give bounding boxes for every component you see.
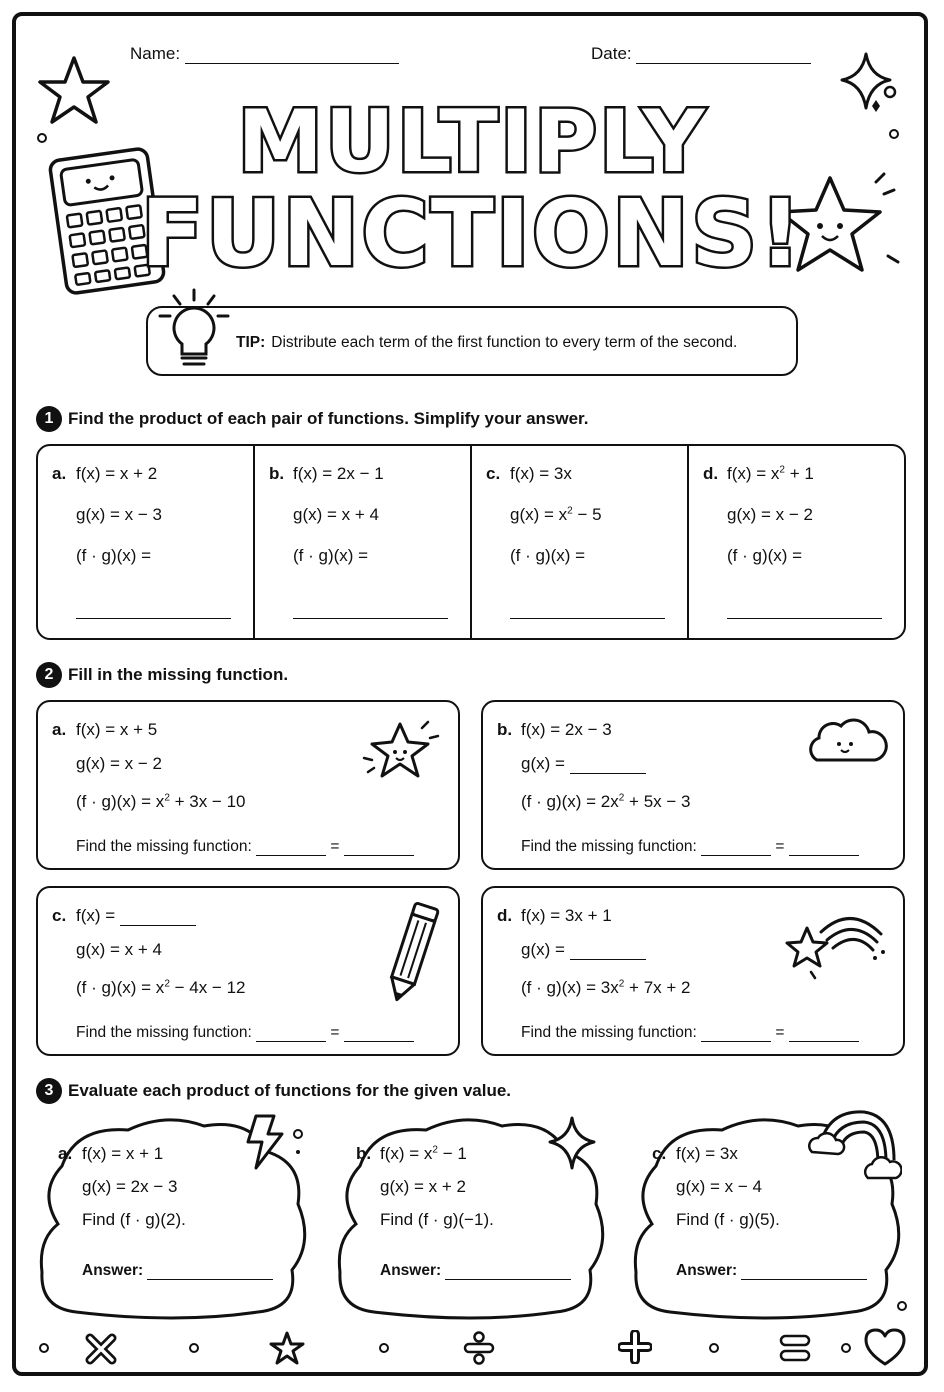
product-given: $(f \cdot g)(x) = x^2 - 4x - 12$ — [76, 978, 246, 997]
problem-label: b. — [269, 464, 285, 483]
function-f: f(x) = x + 5 — [76, 720, 158, 739]
missing-name-blank[interactable] — [701, 1041, 771, 1042]
missing-name-blank[interactable] — [256, 1041, 326, 1042]
problem-1d — [689, 446, 904, 638]
find-missing-row: Find the missing function: = — [521, 1024, 859, 1042]
problem-3b — [334, 1112, 606, 1324]
function-f: f(x) = 2x − 3 — [521, 720, 612, 739]
missing-name-blank[interactable] — [256, 855, 326, 856]
tip-text: Distribute each term of the first function to every term of the second. — [271, 334, 738, 351]
lightning-icon — [242, 1112, 312, 1174]
problem-2c — [36, 886, 460, 1056]
answer-line[interactable] — [147, 1279, 273, 1280]
dot-icon — [708, 1342, 720, 1354]
function-f: f(x) = 3x — [676, 1144, 738, 1163]
dot-icon — [378, 1342, 390, 1354]
function-g: g(x) = 2x − 3 — [82, 1177, 178, 1196]
missing-value-blank[interactable] — [344, 1041, 414, 1042]
function-g: g(x) = x + 4 — [293, 505, 379, 524]
function-g: g(x) = x − 3 — [76, 505, 162, 524]
missing-value-blank[interactable] — [789, 855, 859, 856]
name-field[interactable] — [130, 44, 399, 64]
equals-icon — [778, 1332, 812, 1364]
function-g: g(x) = — [521, 754, 646, 774]
answer-line[interactable] — [445, 1279, 571, 1280]
function-f: f(x) = x + 1 — [82, 1144, 164, 1163]
problem-label: c. — [486, 464, 501, 483]
plus-icon — [618, 1330, 652, 1364]
divide-icon — [462, 1330, 496, 1366]
tip-box — [146, 306, 798, 376]
find-missing-row: Find the missing function: = — [76, 838, 414, 856]
problem-label: b. — [497, 720, 513, 739]
problem-label: a. — [52, 464, 67, 483]
dot-icon — [38, 1342, 50, 1354]
date-line[interactable] — [636, 63, 811, 64]
name-label: Name: — [130, 44, 181, 63]
answer-line[interactable] — [727, 618, 882, 619]
answer-line[interactable] — [293, 618, 448, 619]
answer-row: Answer: — [676, 1262, 867, 1280]
function-g: $g(x) = x^2 - 5$ — [510, 505, 602, 524]
tip-label: TIP: — [236, 334, 266, 351]
problem-label: d. — [497, 906, 513, 925]
function-f: f(x) = 3x + 1 — [521, 906, 612, 925]
lightbulb-icon — [152, 286, 236, 376]
answer-line[interactable] — [741, 1279, 867, 1280]
find-missing-row: Find the missing function: = — [521, 838, 859, 856]
section-1-grid — [36, 444, 906, 640]
function-g: g(x) = x − 2 — [727, 505, 813, 524]
problem-3a — [36, 1112, 308, 1324]
section-3-heading — [36, 1078, 511, 1104]
rainbow-icon — [806, 1106, 902, 1182]
problem-label: a. — [52, 720, 67, 739]
heart-icon — [862, 1326, 908, 1368]
function-f: $f(x) = x^2 - 1$ — [380, 1144, 467, 1163]
problem-3c — [630, 1112, 902, 1324]
evaluate-prompt: Find (f · g)(2). — [82, 1210, 186, 1229]
missing-name-blank[interactable] — [701, 855, 771, 856]
function-f: f(x) = 2x − 1 — [293, 464, 384, 483]
section-1-heading — [36, 406, 588, 432]
function-f: f(x) = — [76, 906, 196, 926]
dot-icon — [188, 1342, 200, 1354]
section-3-number: 3 — [36, 1078, 62, 1104]
problem-label: c. — [652, 1144, 667, 1163]
evaluate-prompt: Find (f · g)(−1). — [380, 1210, 494, 1229]
problem-1b — [255, 446, 472, 638]
product-prompt: (f · g)(x) = — [510, 546, 586, 565]
answer-row: Answer: — [380, 1262, 571, 1280]
section-2-instructions: Fill in the missing function. — [68, 665, 289, 684]
pencil-icon — [382, 898, 442, 1008]
missing-value-blank[interactable] — [344, 855, 414, 856]
product-given: $(f \cdot g)(x) = x^2 + 3x - 10$ — [76, 792, 246, 811]
problem-label: a. — [58, 1144, 73, 1163]
function-g: g(x) = x + 4 — [76, 940, 162, 959]
problem-label: b. — [356, 1144, 372, 1163]
problem-2a — [36, 700, 460, 870]
product-given: $(f \cdot g)(x) = 3x^2 + 7x + 2$ — [521, 978, 691, 997]
date-label: Date: — [591, 44, 632, 63]
sparkle-icon — [548, 1116, 600, 1172]
problem-label: d. — [703, 464, 719, 483]
problem-2d — [481, 886, 905, 1056]
date-field[interactable] — [591, 44, 811, 64]
problem-1c — [472, 446, 689, 638]
dot-icon — [896, 1300, 908, 1312]
answer-row: Answer: — [82, 1262, 273, 1280]
f-blank[interactable] — [120, 925, 196, 926]
product-prompt: (f · g)(x) = — [76, 546, 152, 565]
section-3-instructions: Evaluate each product of functions for the given value. — [68, 1081, 512, 1100]
problem-1a — [38, 446, 255, 638]
section-1-number: 1 — [36, 406, 62, 432]
section-1-instructions: Find the product of each pair of functions. Simplify your answer. — [68, 409, 589, 428]
function-g: g(x) = x − 4 — [676, 1177, 762, 1196]
problem-label: c. — [52, 906, 67, 925]
problem-2b — [481, 700, 905, 870]
smiling-star-icon — [360, 718, 444, 784]
cloud-icon — [801, 712, 891, 768]
g-blank[interactable] — [570, 773, 646, 774]
function-f: $f(x) = x^2 + 1$ — [727, 464, 814, 483]
section-2-heading — [36, 662, 288, 688]
missing-value-blank[interactable] — [789, 1041, 859, 1042]
function-g: g(x) = — [521, 940, 646, 960]
star-icon — [268, 1330, 306, 1366]
product-given: $(f \cdot g)(x) = 2x^2 + 5x - 3$ — [521, 792, 691, 811]
g-blank[interactable] — [570, 959, 646, 960]
times-icon — [84, 1332, 118, 1366]
name-line[interactable] — [185, 63, 399, 64]
dot-icon — [840, 1342, 852, 1354]
section-2-number: 2 — [36, 662, 62, 688]
find-missing-row: Find the missing function: = — [76, 1024, 414, 1042]
function-f: f(x) = 3x — [510, 464, 572, 483]
product-prompt: (f · g)(x) = — [727, 546, 803, 565]
shooting-star-icon — [781, 906, 891, 980]
evaluate-prompt: Find (f · g)(5). — [676, 1210, 780, 1229]
product-prompt: (f · g)(x) = — [293, 546, 369, 565]
answer-line[interactable] — [510, 618, 665, 619]
title-line-1: MULTIPLY — [237, 92, 707, 192]
title-line-2: FUNCTIONS! — [140, 180, 804, 287]
function-g: g(x) = x + 2 — [380, 1177, 466, 1196]
function-g: g(x) = x − 2 — [76, 754, 162, 773]
answer-line[interactable] — [76, 618, 231, 619]
function-f: f(x) = x + 2 — [76, 464, 158, 483]
